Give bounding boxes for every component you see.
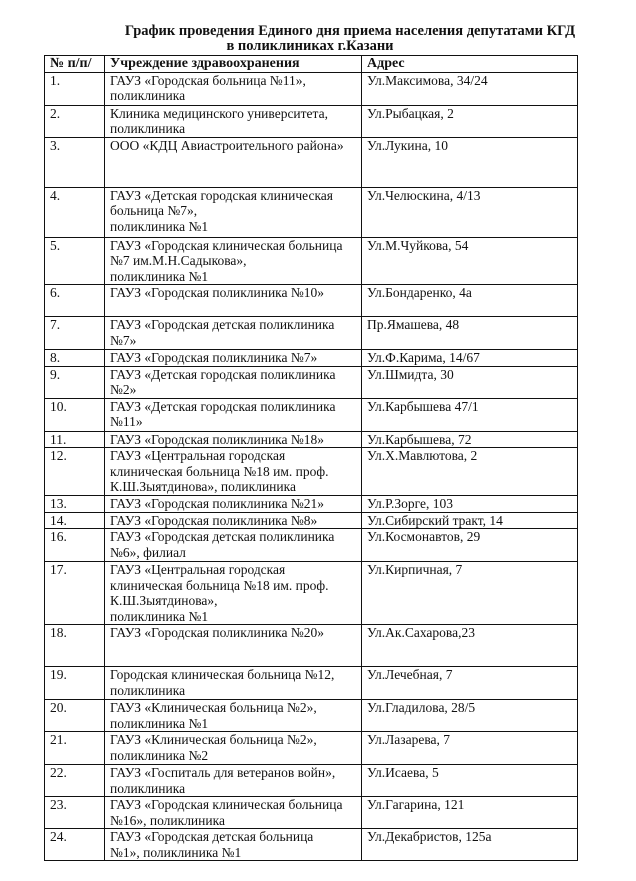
table-row	[45, 366, 578, 398]
table-row	[45, 72, 578, 105]
institution-name: ООО «КДЦ Авиастроительного района»	[105, 137, 362, 187]
row-number: 12.	[45, 448, 105, 496]
institution-name: ГАУЗ «Городская поликлиника №21»	[105, 495, 362, 512]
table-row	[45, 317, 578, 350]
table-row	[45, 529, 578, 562]
table-row	[45, 431, 578, 448]
table-row	[45, 398, 578, 431]
institution-address: Ул.Лукина, 10	[362, 137, 578, 187]
institution-name: ГАУЗ «Центральная городская клиническая больница №18 им. проф. К.Ш.Зыятдинова», поликлиника	[105, 448, 362, 496]
row-number: 3.	[45, 137, 105, 187]
row-number: 6.	[45, 285, 105, 317]
table-row	[45, 829, 578, 861]
institution-name: Клиника медицинского университета, поликлиника	[105, 105, 362, 137]
institution-name: ГАУЗ «Детская городская поликлиника №11»	[105, 398, 362, 431]
table-row	[45, 562, 578, 625]
row-number: 4.	[45, 187, 105, 237]
table-row	[45, 237, 578, 285]
institution-name: ГАУЗ «Детская городская поликлиника №2»	[105, 366, 362, 398]
table-row	[45, 187, 578, 237]
institution-address: Ул.Сибирский тракт, 14	[362, 512, 578, 529]
institution-address: Ул.Декабристов, 125а	[362, 829, 578, 861]
row-number: 5.	[45, 237, 105, 285]
row-number: 11.	[45, 431, 105, 448]
table-row	[45, 700, 578, 732]
institution-name: ГАУЗ «Городская клиническая больница №16», поликлиника	[105, 797, 362, 829]
institution-name: ГАУЗ «Клиническая больница №2», поликлиника №2	[105, 732, 362, 765]
institution-address: Ул.Ак.Сахарова,23	[362, 625, 578, 667]
table-row	[45, 765, 578, 797]
institution-name: ГАУЗ «Городская клиническая больница №7 им.М.Н.Садыкова», поликлиника №1	[105, 237, 362, 285]
institution-address: Ул.Рыбацкая, 2	[362, 105, 578, 137]
table-row	[45, 797, 578, 829]
header-institution: Учреждение здравоохранения	[105, 56, 362, 73]
row-number: 2.	[45, 105, 105, 137]
table-row	[45, 732, 578, 765]
institution-address: Ул.Исаева, 5	[362, 765, 578, 797]
document-title: График проведения Единого дня приема населения депутатами КГД	[124, 23, 576, 39]
institution-name: ГАУЗ «Городская поликлиника №20»	[105, 625, 362, 667]
institution-name: ГАУЗ «Городская больница №11», поликлиника	[105, 72, 362, 105]
header-number: № п/п/	[45, 56, 105, 73]
row-number: 18.	[45, 625, 105, 667]
row-number: 16.	[45, 529, 105, 562]
institution-name: ГАУЗ «Детская городская клиническая больница №7», поликлиника №1	[105, 187, 362, 237]
institution-address: Ул.Лечебная, 7	[362, 667, 578, 700]
institution-address: Ул.Лазарева, 7	[362, 732, 578, 765]
schedule-table	[44, 55, 578, 861]
institution-name: ГАУЗ «Госпиталь для ветеранов войн», поликлиника	[105, 765, 362, 797]
institution-address: Пр.Ямашева, 48	[362, 317, 578, 350]
institution-name: ГАУЗ «Городская детская поликлиника №7»	[105, 317, 362, 350]
institution-address: Ул.Ф.Карима, 14/67	[362, 350, 578, 367]
institution-name: ГАУЗ «Городская детская больница №1», поликлиника №1	[105, 829, 362, 861]
institution-name: ГАУЗ «Центральная городская клиническая больница №18 им. проф. К.Ш.Зыятдинова», поликлиника №1	[105, 562, 362, 625]
institution-address: Ул.Гладилова, 28/5	[362, 700, 578, 732]
row-number: 8.	[45, 350, 105, 367]
table-row	[45, 105, 578, 137]
table-row	[45, 667, 578, 700]
institution-name: Городская клиническая больница №12, поликлиника	[105, 667, 362, 700]
row-number: 24.	[45, 829, 105, 861]
table-header-row	[45, 56, 578, 73]
institution-address: Ул.Челюскина, 4/13	[362, 187, 578, 237]
institution-name: ГАУЗ «Городская поликлиника №10»	[105, 285, 362, 317]
table-row	[45, 495, 578, 512]
row-number: 20.	[45, 700, 105, 732]
table-row	[45, 137, 578, 187]
row-number: 23.	[45, 797, 105, 829]
institution-address: Ул.Максимова, 34/24	[362, 72, 578, 105]
header-address: Адрес	[362, 56, 578, 73]
institution-name: ГАУЗ «Городская поликлиника №7»	[105, 350, 362, 367]
institution-address: Ул.Кирпичная, 7	[362, 562, 578, 625]
document-subtitle: в поликлиниках г.Казани	[226, 38, 394, 54]
institution-address: Ул.Карбышева 47/1	[362, 398, 578, 431]
table-row	[45, 625, 578, 667]
institution-address: Ул.М.Чуйкова, 54	[362, 237, 578, 285]
institution-name: ГАУЗ «Городская детская поликлиника №6», филиал	[105, 529, 362, 562]
institution-name: ГАУЗ «Городская поликлиника №18»	[105, 431, 362, 448]
institution-address: Ул.Космонавтов, 29	[362, 529, 578, 562]
row-number: 9.	[45, 366, 105, 398]
table-row	[45, 285, 578, 317]
row-number: 10.	[45, 398, 105, 431]
row-number: 14.	[45, 512, 105, 529]
row-number: 17.	[45, 562, 105, 625]
table-row	[45, 448, 578, 496]
institution-name: ГАУЗ «Городская поликлиника №8»	[105, 512, 362, 529]
institution-address: Ул.Карбышева, 72	[362, 431, 578, 448]
institution-address: Ул.Шмидта, 30	[362, 366, 578, 398]
row-number: 22.	[45, 765, 105, 797]
row-number: 19.	[45, 667, 105, 700]
institution-name: ГАУЗ «Клиническая больница №2», поликлиника №1	[105, 700, 362, 732]
institution-address: Ул.Гагарина, 121	[362, 797, 578, 829]
row-number: 7.	[45, 317, 105, 350]
institution-address: Ул.Р.Зорге, 103	[362, 495, 578, 512]
table-row	[45, 350, 578, 367]
institution-address: Ул.Бондаренко, 4а	[362, 285, 578, 317]
row-number: 21.	[45, 732, 105, 765]
row-number: 1.	[45, 72, 105, 105]
row-number: 13.	[45, 495, 105, 512]
table-row	[45, 512, 578, 529]
institution-address: Ул.Х.Мавлютова, 2	[362, 448, 578, 496]
